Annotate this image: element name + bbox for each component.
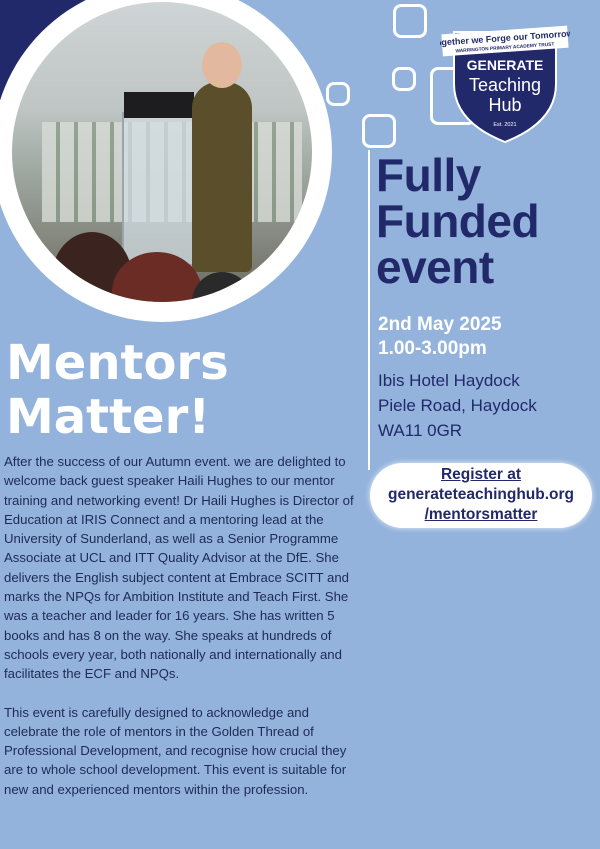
venue-line1: Ibis Hotel Haydock [378, 371, 520, 390]
description-paragraph-2: This event is carefully designed to acknowledge and celebrate the role of mentors in the Golden Thread of Professional Development, and recognise how crucial they are to whole school development. This event is suitable for new and experienced mentors within the profession. [4, 704, 347, 797]
generate-teaching-hub-logo [440, 14, 570, 144]
title-line1: Mentors [6, 335, 229, 391]
decorative-square [362, 114, 396, 148]
event-time: 1.00-3.00pm [378, 338, 487, 359]
venue-line2: Piele Road, Haydock [378, 396, 537, 415]
badge-est: Est. 2021 [493, 122, 517, 128]
heading-line1: Fully [376, 149, 481, 201]
register-line2[interactable]: generateteachinghub.org [387, 486, 575, 503]
badge-trust: WARRINGTON PRIMARY ACADEMY TRUST [455, 42, 555, 55]
title-line2: Matter! [6, 389, 211, 445]
register-link[interactable] [370, 463, 592, 528]
event-date: 2nd May 2025 [378, 314, 502, 335]
speaker-photo-frame [0, 0, 332, 322]
photo-laptop [124, 92, 194, 118]
register-line1[interactable]: Register at [440, 466, 522, 483]
description-paragraph-1: After the success of our Autumn event. we are delighted to welcome back guest speaker Haili Hughes to our mentor training and networking event! Dr Haili Hughes is Director of Education at IRIS Connect and a mentoring lead at the University of Sunderland, as well as a Senior Programme Associate at UCL and ITT Quality Advisor at the DfE. She delivers the English subject content at Embrace SCITT and marks the NPQs for Ambition Institute and Teach First. She was a teacher and leader for 16 years. She has written 5 books and has 8 on the way. She speaks at hundreds of schools every year, both nationally and internationally and facilitates the ECF and NPQs. [4, 454, 354, 682]
decorative-square [326, 82, 350, 106]
photo-speaker [192, 82, 252, 272]
venue-line3: WA11 0GR [378, 421, 463, 440]
decorative-square [392, 67, 416, 91]
mentors-matter-title [6, 336, 336, 444]
photo-audience [192, 272, 252, 302]
fully-funded-heading [376, 149, 596, 293]
heading-line3: event [376, 241, 494, 293]
speaker-photo [12, 2, 312, 302]
register-line3[interactable]: /mentorsmatter [424, 506, 538, 523]
decorative-square [393, 4, 427, 38]
badge-tagline: Together we Forge our Tomorrows [440, 27, 570, 49]
photo-speaker-head [202, 42, 242, 88]
event-description [4, 452, 360, 818]
vertical-divider [368, 150, 370, 470]
badge-name-line3: Hub [488, 95, 522, 115]
event-venue [378, 368, 588, 443]
badge-name-line1: GENERATE [466, 57, 544, 73]
badge-name-line2: Teaching [468, 75, 542, 95]
heading-line2: Funded [376, 195, 540, 247]
